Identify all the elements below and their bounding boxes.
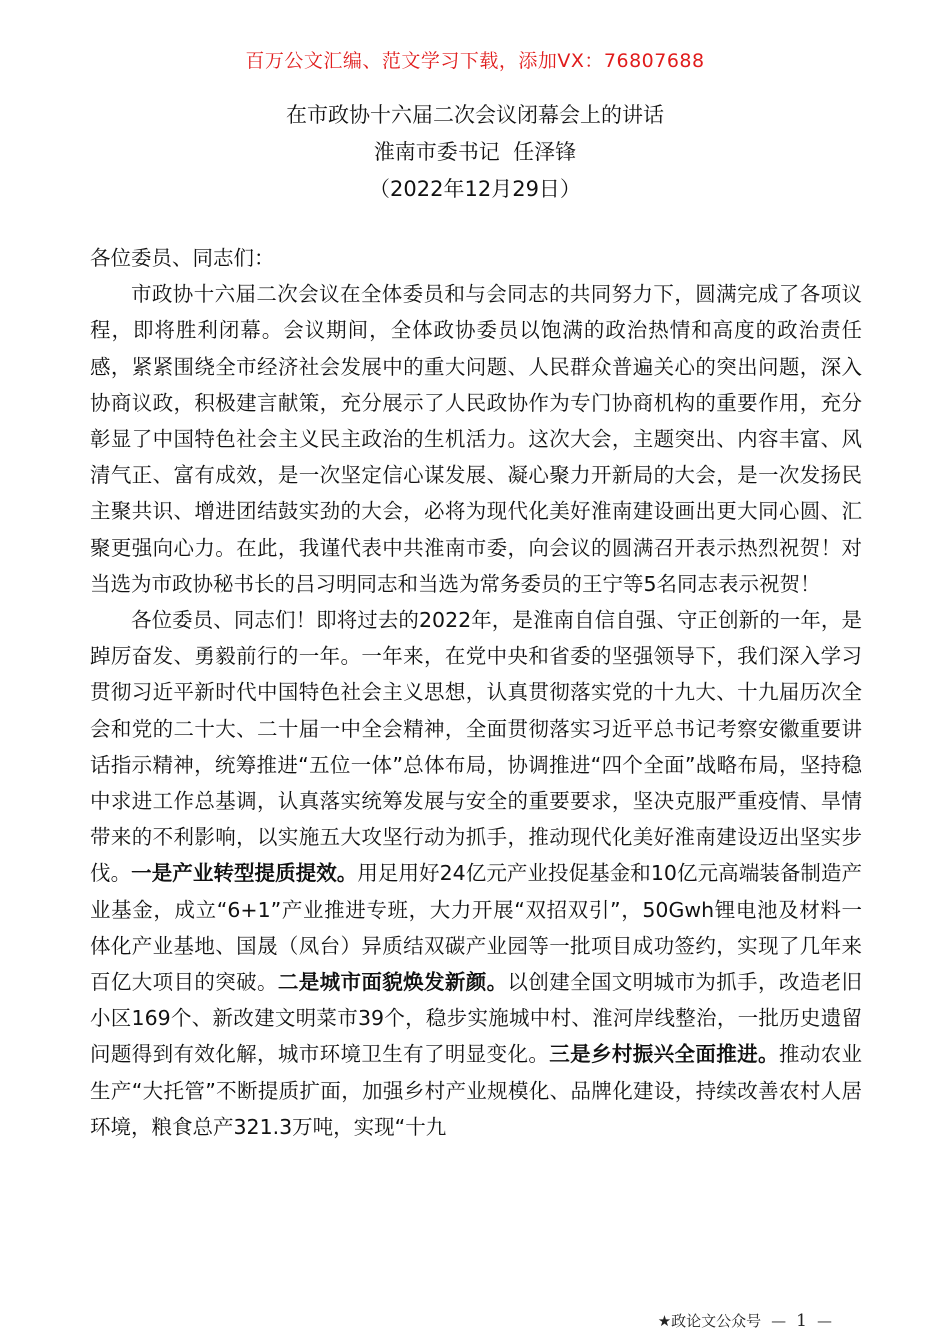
paragraph-2-rural: 推动农业生产“大托管”不断提质扩面，加强乡村产业规模化、品牌化建设，持续改善农村人居环境，粮食总产321.3万吨，实现“十九 (90, 1042, 862, 1139)
footer-source: ★政论文公众号 (657, 1312, 762, 1330)
footer-dash-right: — (817, 1311, 832, 1330)
page-footer (658, 1310, 832, 1331)
author-line: 淮南市委书记 任泽锋 (373, 140, 577, 164)
paragraph-2-city: 以创建全国文明城市为抓手，改造老旧小区169个、新改建文明菜市39个，稳步实施城中村、淮河岸线整治，一批历史遗留问题得到有效化解，城市环境卫生有了明显变化。 (90, 970, 862, 1067)
paragraph-1: 市政协十六届二次会议在全体委员和与会同志的共同努力下，圆满完成了各项议程，即将胜利闭幕。会议期间，全体政协委员以饱满的政治热情和高度的政治责任感，紧紧围绕全市经济社会发展中的重大问题、人民群众普遍关心的突出问题，深入协商议政，积极建言献策，充分展示了人民政协作为专门协商机构的重要作用，充分彰显了中国特色社会主义民主政治的生机活力。这次大会，主题突出、内容丰富、风清气正、富有成效，是一次坚定信心谋发展、凝心聚力开新局的大会，是一次发扬民主聚共识、增进团结鼓实劲的大会，必将为现代化美好淮南建设画出更大同心圆、汇聚更强向心力。在此，我谨代表中共淮南市委，向会议的圆满召开表示热烈祝贺！对当选为市政协秘书长的吕习明同志和当选为常务委员的王宁等5名同志表示祝贺！ (90, 282, 862, 596)
paragraph-2-intro: 各位委员、同志们！即将过去的2022年，是淮南自信自强、守正创新的一年，是踔厉奋发、勇毅前行的一年。一年来，在党中央和省委的坚强领导下，我们深入学习贯彻习近平新时代中国特色社会主义思想，认真贯彻落实党的十九大、十九届历次全会和党的二十大、二十届一中全会精神，全面贯彻落实习近平总书记考察安徽重要讲话指示精神，统筹推进“五位一体”总体布局，协调推进“四个全面”战略布局，坚持稳中求进工作总基调，认真落实统筹发展与安全的重要要求，坚决克服严重疫情、旱情带来的不利影响，以实施五大攻坚行动为抓手，推动现代化美好淮南建设迈出坚实步伐。 (90, 608, 862, 886)
highlight-city: 二是城市面貌焕发新颜。 (277, 970, 508, 995)
highlight-industry: 一是产业转型提质提效。 (131, 861, 358, 886)
header-banner: 百万公文汇编、范文学习下载，添加VX：76807688 (245, 50, 705, 72)
document-body (90, 240, 862, 1145)
highlight-rural: 三是乡村振兴全面推进。 (549, 1042, 779, 1067)
document-title: 在市政协十六届二次会议闭幕会上的讲话 (286, 103, 664, 127)
title-block (0, 97, 950, 208)
paragraph-2 (90, 602, 862, 1145)
date-line: （2022年12月29日） (369, 177, 581, 201)
page-number: 1 (796, 1310, 807, 1331)
paragraph-2-industry: 用足用好24亿元产业投促基金和10亿元高端装备制造产业基金，成立“6+1”产业推进专班，大力开展“双招双引”，50Gwh锂电池及材料一体化产业基地、国晟（凤台）异质结双碳产业园等一批项目成功签约，实现了几年来百亿大项目的突破。 (90, 861, 863, 995)
footer-dash-left: — (771, 1311, 787, 1330)
salutation: 各位委员、同志们： (90, 246, 275, 270)
